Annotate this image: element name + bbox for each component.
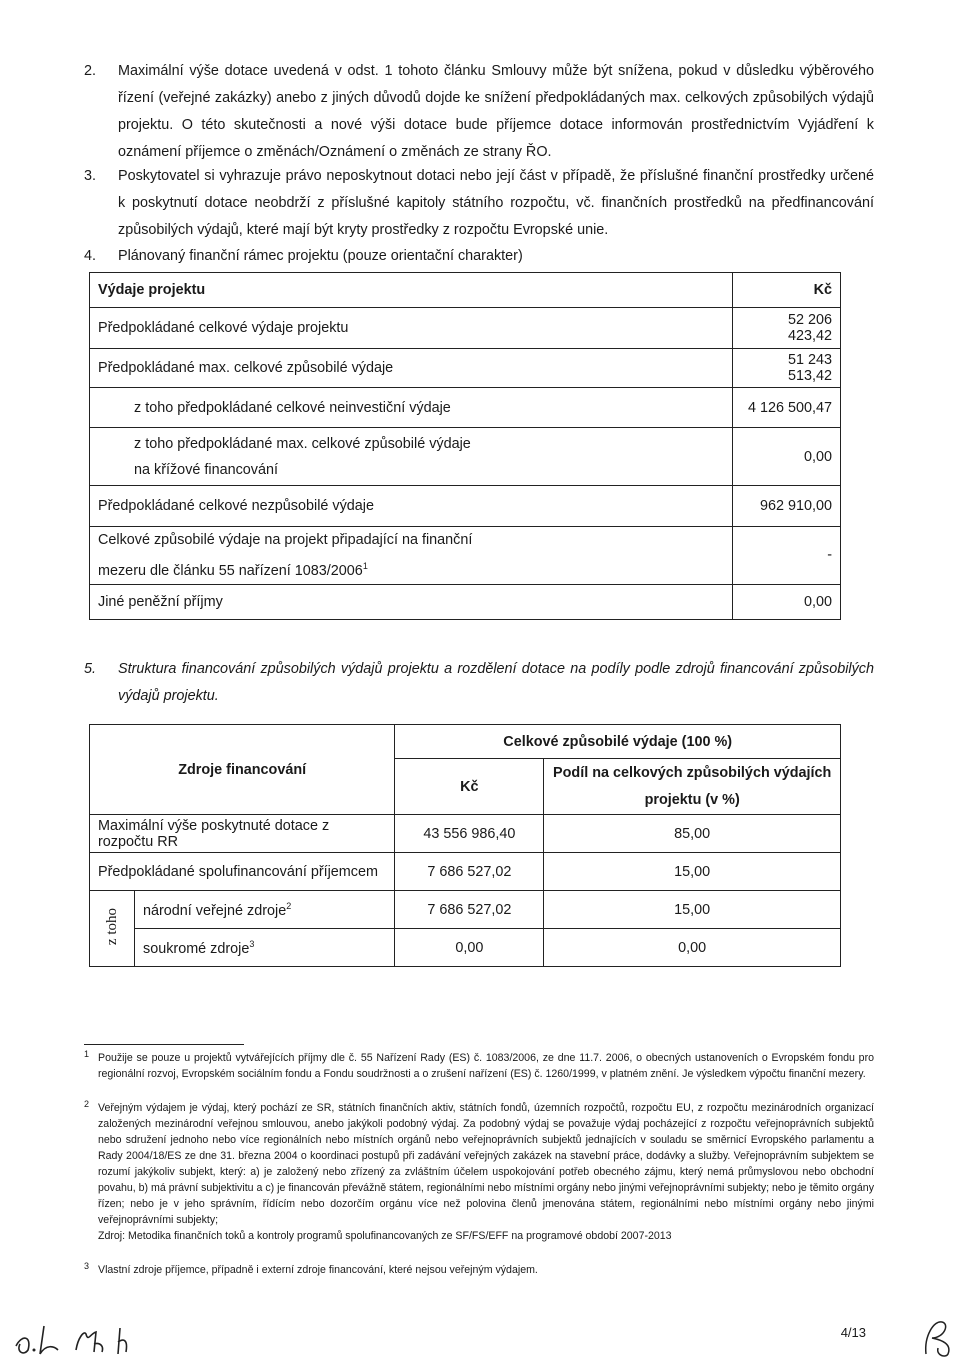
footnote-1	[84, 1050, 874, 1082]
row-label	[90, 527, 733, 585]
row-value: 0,00	[733, 584, 841, 619]
row-kc: 0,00	[395, 929, 544, 967]
row-kc: 43 556 986,40	[395, 815, 544, 853]
row-value: 52 206 423,42	[733, 308, 841, 349]
footnote-ref: 3	[249, 938, 255, 949]
table-row	[90, 527, 841, 585]
page-number: 4/13	[840, 1325, 866, 1340]
header-share: Podíl na celkových způsobilých výdajích projektu (v %)	[544, 759, 841, 815]
row-label-line: mezeru dle článku 55 nařízení 1083/2006	[98, 562, 363, 579]
financing-structure-table	[89, 724, 841, 967]
table-row	[90, 428, 841, 486]
project-budget-table	[89, 272, 841, 620]
table-header-row	[90, 273, 841, 308]
header-sources: Zdroje financování	[90, 725, 395, 815]
ztoho-cell	[90, 891, 135, 967]
table-row	[90, 891, 841, 929]
row-label	[135, 891, 395, 929]
handwritten-signature-icon	[918, 1314, 958, 1360]
row-label-line: z toho předpokládané max. celkové způsobilé výdaje	[134, 435, 471, 452]
paragraph-number: 4.	[84, 248, 97, 264]
row-label: Maximální výše poskytnuté dotace z rozpočtu RR	[90, 815, 395, 853]
ztoho-label: z toho	[103, 907, 120, 946]
paragraph-2	[84, 58, 874, 166]
paragraph-text: Poskytovatel si vyhrazuje právo neposkytnout dotaci nebo její část v případě, že příslušné finanční prostředky určené k poskytnutí dotace neobdrží z příslušné kapitoly státního rozpočtu, vč. finančních prostředků na předfinancování způsobilých výdajů, které mají být kryty prostředky z rozpočtu Evropské unie.	[118, 168, 874, 238]
row-pct: 15,00	[544, 891, 841, 929]
paragraph-number: 2.	[84, 63, 97, 79]
footnote-ref: 2	[286, 900, 292, 911]
footnote-ref: 1	[362, 561, 368, 571]
row-label: Předpokládané celkové výdaje projektu	[90, 308, 733, 349]
footnote-text: Použije se pouze u projektů vytvářejících příjmy dle č. 55 Nařízení Rady (ES) č. 1083/2006, ze dne 11.7. 2006, o obecných ustanoveních o Evropském fondu pro regionální rozvoj, Evropském sociálním fondu a Fondu soudržnosti a o zrušení nařízení (ES) č. 1260/1999, v platném znění. Je výsledkem výpočtu finanční mezery.	[98, 1052, 874, 1080]
paragraph-number: 5.	[84, 661, 97, 677]
paragraph-text: Plánovaný finanční rámec projektu (pouze orientační charakter)	[118, 248, 523, 264]
footnote-number: 1	[84, 1049, 90, 1059]
footnote-source: Zdroj: Metodika finančních toků a kontroly programů spolufinancovaných ze SF/FS/EFF na programové období 2007-2013	[98, 1230, 672, 1242]
row-pct: 15,00	[544, 853, 841, 891]
row-value: 0,00	[733, 428, 841, 486]
table-row	[90, 388, 841, 428]
table-row	[90, 349, 841, 388]
row-label	[90, 428, 733, 486]
row-pct: 85,00	[544, 815, 841, 853]
row-label-text: soukromé zdroje	[143, 940, 250, 957]
row-label: z toho předpokládané celkové neinvestiční výdaje	[90, 388, 733, 428]
table-header-row	[90, 725, 841, 759]
row-kc: 7 686 527,02	[395, 853, 544, 891]
paragraph-4	[84, 243, 874, 270]
paragraph-3	[84, 163, 874, 244]
row-kc: 7 686 527,02	[395, 891, 544, 929]
handwritten-initials-icon	[10, 1316, 150, 1360]
footnote-text: Veřejným výdajem je výdaj, který pochází ze SR, státních finančních aktiv, státních fondů, územních rozpočtů, rozpočtu EU, z rozpočtu mezinárodních organizací založených mezinárodní veřejnou smlouvou, anebo jakýkoli podobný výdaj. Za podobný výdaj se považuje výdaj pocházející z rozpočtu veřejnoprávních subjektů nebo sdružení jednoho nebo více regionálních nebo místních orgánů nebo veřejnoprávních subjektů jednajících v souladu se směrnicí Evropského parlamentu a Rady 2004/18/ES ze dne 31. března 2004 o koordinaci postupů při zadávání veřejných zakázek na stavební práce, dodávky a služby. Veřejnoprávním subjektem se rozumí jakýkoliv subjekt, který: a) je založený nebo zřízený za zvláštním účelem uspokojování potřeb obecného zájmu, který nemá průmyslovou nebo obchodní povahu, b) má právní subjektivitu a c) je financován převážně státem, regionálními nebo místními orgány nebo jinými veřejnoprávními subjekty; nebo je těmito orgány řízen; nebo je v jeho správním, řídícím nebo dozorčím orgánu více než polovina členů jmenována státem, regionálními nebo místními orgány nebo jinými veřejnoprávními subjekty;	[98, 1102, 874, 1226]
row-value: -	[733, 527, 841, 585]
footnote-text-wrap	[98, 1100, 874, 1244]
row-pct: 0,00	[544, 929, 841, 967]
table-row	[90, 308, 841, 349]
footnote-number: 2	[84, 1099, 90, 1109]
footnote-2	[84, 1100, 874, 1244]
header-kc: Kč	[395, 759, 544, 815]
row-label: Jiné peněžní příjmy	[90, 584, 733, 619]
row-label: Předpokládané max. celkové způsobilé výdaje	[90, 349, 733, 388]
header-unit: Kč	[733, 273, 841, 308]
header-label: Výdaje projektu	[90, 273, 733, 308]
paragraph-number: 3.	[84, 168, 97, 184]
row-label: Předpokládané spolufinancování příjemcem	[90, 853, 395, 891]
paragraph-text: Maximální výše dotace uvedená v odst. 1 tohoto článku Smlouvy může být snížena, pokud v důsledku výběrového řízení (veřejné zakázky) anebo z jiných důvodů dojde ke snížení předpokládaných max. celkových způsobilých výdajů projektu. O této skutečnosti a nové výši dotace bude příjemce dotace informován prostřednictvím Vyjádření k oznámení příjemce o změnách/Oznámení o změnách ze strany ŘO.	[118, 63, 874, 160]
row-value: 962 910,00	[733, 486, 841, 527]
row-label	[135, 929, 395, 967]
table-row	[90, 853, 841, 891]
row-label-line: na křížové financování	[134, 461, 278, 478]
table-row	[90, 815, 841, 853]
row-value: 4 126 500,47	[733, 388, 841, 428]
paragraph-text: Struktura financování způsobilých výdajů projektu a rozdělení dotace na podíly podle zdrojů financování způsobilých výdajů projektu.	[118, 661, 874, 704]
row-label-line: Celkové způsobilé výdaje na projekt připadající na finanční	[98, 532, 473, 548]
row-label: Předpokládané celkové nezpůsobilé výdaje	[90, 486, 733, 527]
footnote-3	[84, 1262, 874, 1278]
table-row	[90, 584, 841, 619]
table-row	[90, 929, 841, 967]
footnote-number: 3	[84, 1261, 90, 1271]
header-total: Celkové způsobilé výdaje (100 %)	[395, 725, 841, 759]
footnote-separator	[84, 1044, 244, 1045]
row-value: 51 243 513,42	[733, 349, 841, 388]
paragraph-5	[84, 656, 874, 710]
row-label-text: národní veřejné zdroje	[143, 902, 287, 919]
table-row	[90, 486, 841, 527]
footnote-text: Vlastní zdroje příjemce, případně i externí zdroje financování, které nejsou veřejným výdajem.	[98, 1264, 538, 1276]
